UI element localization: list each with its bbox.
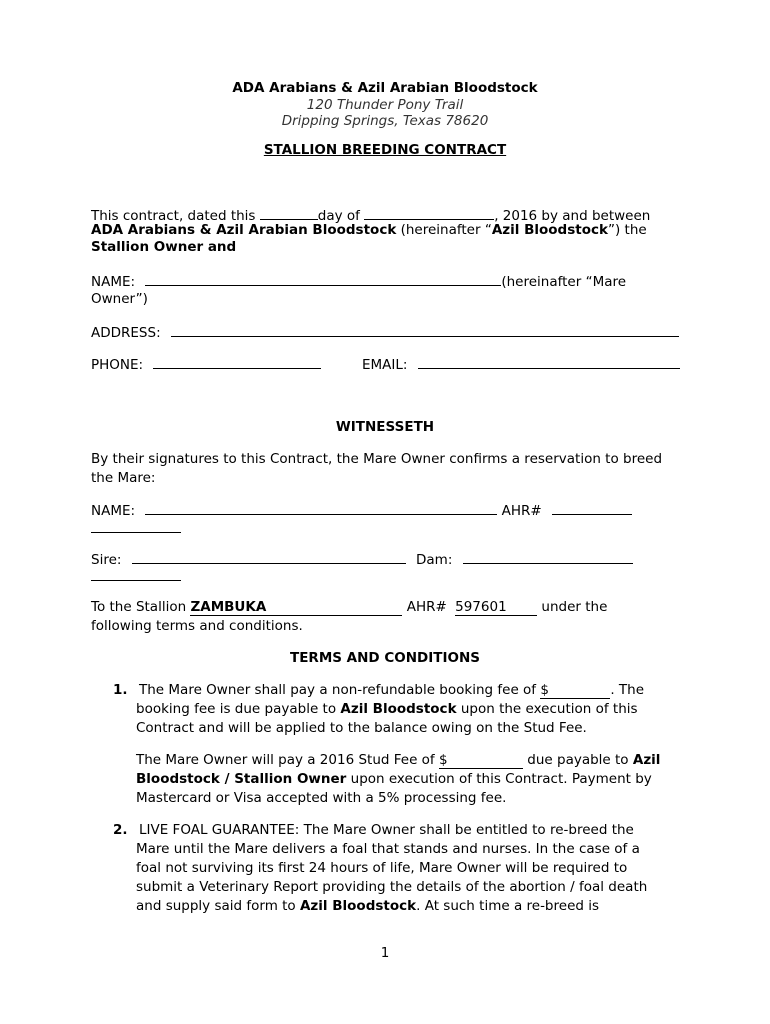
intro-text-hereinafter: (hereinafter “ (396, 222, 492, 238)
term-1-l2-bold: Azil Bloodstock (340, 701, 457, 717)
owner-email-field[interactable] (418, 354, 680, 369)
owner-phone-label: PHONE: (91, 357, 144, 373)
contract-title: STALLION BREEDING CONTRACT (263, 142, 507, 158)
mare-ahr-label: AHR# (501, 503, 542, 519)
intro-text-dated: This contract, dated this (91, 208, 256, 224)
page-number: 1 (380, 945, 390, 961)
witness-line-2: the Mare: (91, 470, 156, 486)
stallion-text-under: under the (537, 599, 608, 615)
intro-line-3: Stallion Owner and (91, 239, 237, 255)
term-1-l2-end: upon the execution of this (456, 701, 638, 717)
owner-address-label: ADDRESS: (91, 325, 161, 341)
dam-row (416, 549, 633, 570)
sire-field[interactable] (132, 549, 406, 564)
owner-address-field[interactable] (171, 322, 679, 337)
intro-text-dayof: day of (317, 208, 360, 224)
stallion-ahr-value: 597601 (455, 599, 537, 616)
term-1-text-end: . The (610, 682, 645, 698)
owner-name-label: NAME: (91, 274, 136, 290)
sire-label: Sire: (91, 552, 122, 568)
owner-email-row (362, 354, 680, 375)
dam-field[interactable] (463, 549, 633, 564)
stallion-name: ZAMBUKA (190, 599, 402, 616)
term-2-line-3: foal not surviving its first 24 hours of life, Mare Owner will be required to (136, 860, 628, 876)
date-day-blank[interactable] (260, 205, 318, 220)
intro-short-name: Azil Bloodstock (491, 222, 608, 238)
owner-name-suffix-2: Owner”) (91, 291, 148, 307)
stallion-row (91, 598, 607, 617)
address-line-2: Dripping Springs, Texas 78620 (281, 113, 489, 129)
mare-name-label: NAME: (91, 503, 136, 519)
stud-fee-text-due: due payable to (522, 752, 633, 768)
dam-label: Dam: (416, 552, 453, 568)
stallion-ahr-label: AHR# (406, 599, 447, 615)
terms-heading: TERMS AND CONDITIONS (290, 650, 480, 666)
term-2-line-4: submit a Veterinary Report providing the details of the abortion / foal death (136, 879, 648, 895)
term-2-text: LIVE FOAL GUARANTEE: The Mare Owner shall be entitled to re-breed the (139, 822, 634, 838)
term-1-l2-text: booking fee is due payable to (136, 701, 341, 717)
owner-name-suffix: (hereinafter “Mare (501, 274, 627, 290)
witness-heading: WITNESSETH (335, 419, 435, 435)
owner-name-row (91, 271, 626, 292)
stud-fee-l2-bold: Bloodstock / Stallion Owner (136, 771, 347, 787)
mare-name-field[interactable] (145, 500, 497, 515)
term-1-text: The Mare Owner shall pay a non-refundable booking fee of (139, 682, 541, 698)
owner-phone-field[interactable] (153, 354, 321, 369)
mare-ahr-field[interactable] (552, 500, 632, 515)
term-1-p2-line-3: Mastercard or Visa accepted with a 5% processing fee. (136, 790, 507, 806)
owner-email-label: EMAIL: (362, 357, 408, 373)
term-2-l5-bold: Azil Bloodstock (299, 898, 417, 914)
intro-text-year: , 2016 by and between (494, 208, 651, 224)
owner-phone-row (91, 354, 321, 375)
witness-line-1: By their signatures to this Contract, the Mare Owner confirms a reservation to breed (91, 451, 663, 467)
stud-fee-l2-text: upon execution of this Contract. Payment by (346, 771, 652, 787)
term-1-line-3: Contract and will be applied to the balance owing on the Stud Fee. (136, 720, 587, 736)
date-month-blank[interactable] (364, 205, 494, 220)
term-1-p2-line-1 (136, 751, 660, 770)
booking-fee-field[interactable]: $ (540, 682, 610, 699)
stud-fee-text: The Mare Owner will pay a 2016 Stud Fee of (136, 752, 439, 768)
term-1-line-2 (136, 700, 638, 719)
dam-field-cont[interactable] (91, 566, 181, 587)
term-1-p2-line-2 (136, 770, 652, 789)
term-1-number: 1. (113, 682, 128, 698)
owner-name-field[interactable] (145, 271, 501, 286)
stallion-line-2: following terms and conditions. (91, 618, 303, 634)
stallion-text: To the Stallion (91, 599, 191, 615)
mare-ahr-field-cont[interactable] (91, 518, 181, 539)
owner-address-row (91, 322, 679, 343)
term-2-number: 2. (113, 822, 128, 838)
address-line-1: 120 Thunder Pony Trail (306, 97, 464, 113)
company-name: ADA Arabians & Azil Arabian Bloodstock (232, 80, 538, 96)
term-2-l5-end: . At such time a re-breed is (416, 898, 600, 914)
stud-fee-bold: Azil (632, 752, 661, 768)
term-2-line-2: Mare until the Mare delivers a foal that stands and nurses. In the case of a (136, 841, 640, 857)
intro-text-the: ”) the (607, 222, 647, 238)
term-1-line-1 (113, 681, 644, 700)
stud-fee-field[interactable]: $ (439, 752, 523, 769)
term-2-line-5 (136, 897, 599, 916)
intro-party-name: ADA Arabians & Azil Arabian Bloodstock (91, 222, 397, 238)
term-2-l5-text: and supply said form to (136, 898, 300, 914)
term-2-line-1 (113, 821, 634, 840)
